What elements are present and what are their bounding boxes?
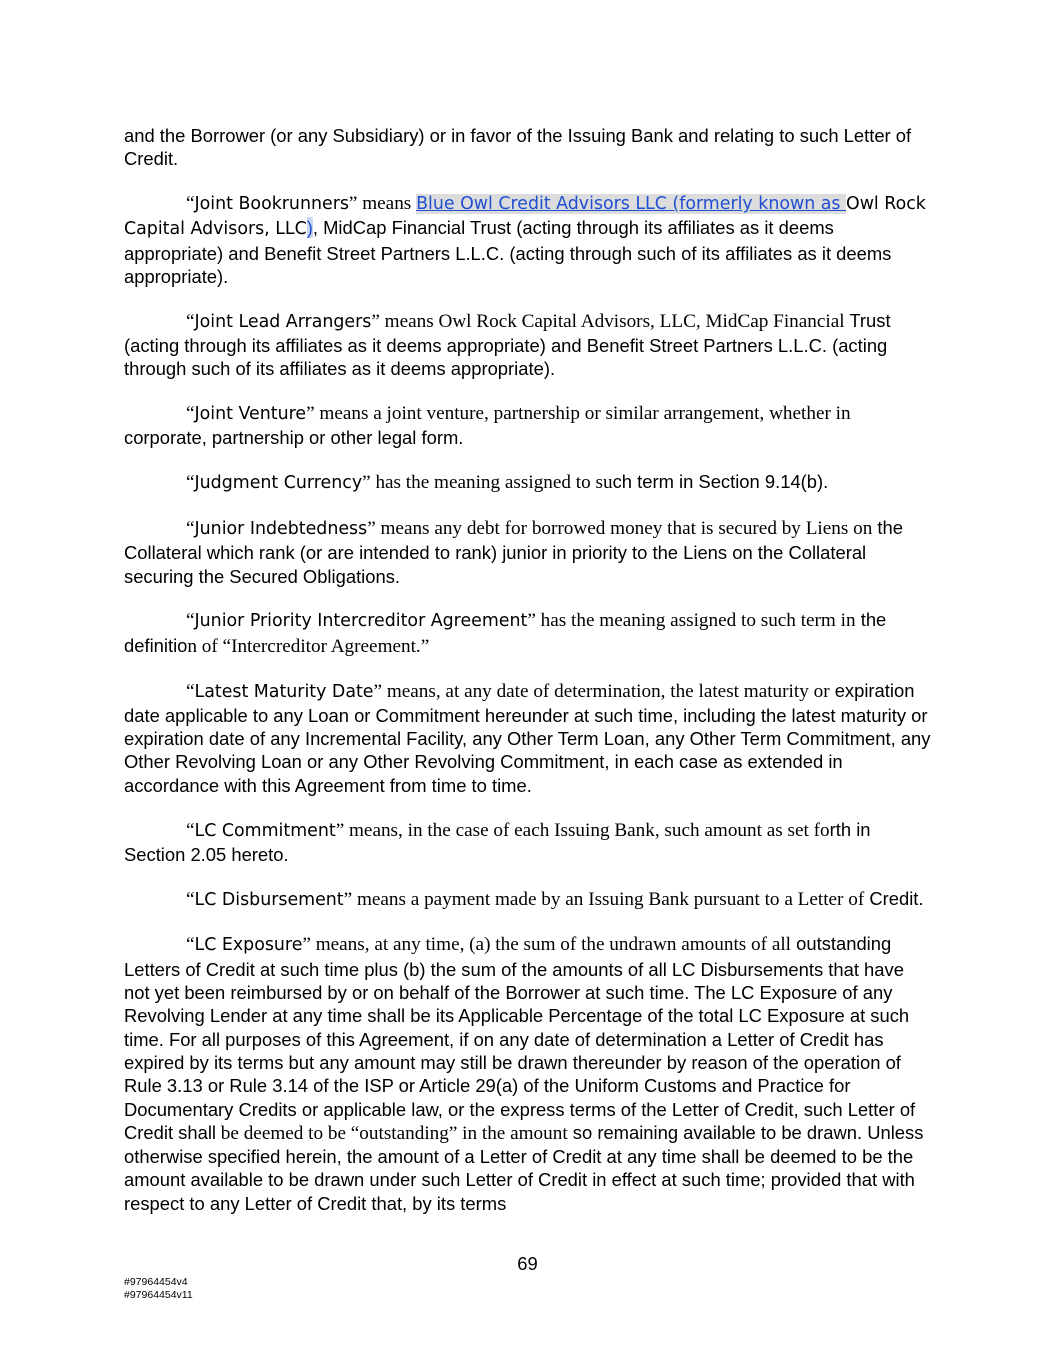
open-quote: “ bbox=[186, 518, 195, 540]
document-page bbox=[124, 124, 932, 1235]
open-quote: “ bbox=[186, 819, 195, 841]
paragraph-continuation: and the Borrower (or any Subsidiary) or in favor of the Issuing Bank and relating to such Letter of Credit. bbox=[124, 125, 912, 170]
definition-lc-commitment bbox=[124, 818, 932, 867]
definition-serif-text: ” means, at any date of determination, the latest maturity or bbox=[373, 680, 830, 702]
open-quote: “ bbox=[186, 472, 195, 494]
definition-joint-venture bbox=[124, 401, 932, 450]
definition-latest-maturity-date bbox=[124, 679, 932, 797]
open-quote: “ bbox=[186, 193, 195, 215]
defined-term: Joint Venture bbox=[194, 404, 307, 425]
definition-joint-bookrunners bbox=[124, 191, 932, 288]
open-quote: “ bbox=[186, 610, 195, 632]
page-number: 69 bbox=[517, 1253, 538, 1274]
definition-body: corporate, partnership or other legal form. bbox=[124, 427, 464, 449]
document-ids bbox=[124, 1276, 193, 1301]
defined-term: Judgment Currency bbox=[194, 473, 363, 494]
defined-term: Latest Maturity Date bbox=[194, 681, 374, 702]
doc-id-current: #97964454v4 bbox=[124, 1276, 188, 1288]
definition-body: rth in Section 2.05 hereto. bbox=[124, 818, 871, 865]
definition-body: ch term in Section 9.14(b). bbox=[612, 471, 829, 493]
defined-term: Joint Lead Arrangers bbox=[194, 311, 372, 332]
definition-serif-text: ” means any debt for borrowed money that is secured by Liens on bbox=[367, 518, 873, 540]
definition-junior-priority-intercreditor bbox=[124, 608, 932, 658]
definition-tail: so remaining available to be drawn. Unless otherwise specified herein, the amount of a Letter of Credit at any time shall be deemed to be the amount available to be drawn under such Letter of Credit in effect at such time; provided that with respect to any Letter of Credit that, by its terms bbox=[124, 1121, 924, 1214]
definition-body: outstanding Letters of Credit at such time plus (b) the sum of the amounts of all LC Disbursements that have not yet been reimbursed by or on behalf of the Borrower at such time. The LC Exposure of any Revolving Lender at any time shall be its Applicable Percentage of the total LC Exposure at such time. For all purposes of this Agreement, if on any date of determination a Letter of Credit has expired by its terms but any amount may still be drawn thereunder by reason of the operation of Rule 3.13 or Rule 3.14 of the ISP or Article 29(a) of the Uniform Customs and Practice for Documentary Credits or applicable law, or the express terms of the Letter of Credit, such Letter of Credit shall bbox=[124, 933, 916, 1143]
definition-joint-lead-arrangers bbox=[124, 309, 932, 381]
definition-lc-exposure bbox=[124, 932, 932, 1215]
tracked-change-link[interactable]: Blue Owl Credit Advisors LLC (formerly known as bbox=[416, 194, 846, 215]
definition-body: , MidCap Financial Trust (acting through its affiliates as it deems appropriate) and Benefit Street Partners L.L.C. (acting through such of its affiliates as it deems appropriate). bbox=[124, 217, 892, 287]
defined-term: LC Exposure bbox=[194, 935, 303, 956]
former-name-text: Owl Rock Capital Advisors, LLC bbox=[124, 194, 926, 240]
definition-body: the Collateral which rank (or are intended to rank) junior in priority to the Liens on the Collateral securing the Secured Obligations. bbox=[124, 517, 903, 587]
open-quote: “ bbox=[186, 934, 195, 956]
open-quote: “ bbox=[186, 310, 195, 332]
defined-term: LC Commitment bbox=[194, 820, 336, 841]
definition-body: the definitio bbox=[124, 609, 887, 656]
definition-serif-mid: be deemed to be “outstanding” in the amount bbox=[216, 1122, 568, 1144]
highlighted-bracket: ) bbox=[306, 217, 313, 239]
definition-junior-indebtedness bbox=[124, 516, 932, 588]
definition-judgment-currency bbox=[124, 470, 932, 495]
definition-serif-text: ” has the meaning assigned to such term in bbox=[527, 610, 856, 632]
defined-term: Junior Indebtedness bbox=[194, 519, 368, 540]
definition-serif-text: ” means, at any time, (a) the sum of the undrawn amounts of all bbox=[302, 934, 792, 956]
defined-term: LC Disbursement bbox=[194, 889, 344, 910]
definition-body: expiration date applicable to any Loan or Commitment hereunder at such time, including the latest maturity or expiration date of any Incremental Facility, any Other Term Loan, any Other Term Commitment, any Other Revolving Loan or any Other Revolving Commitment, in each case as extended in accordance with this Agreement from time to time. bbox=[124, 679, 931, 796]
definition-body: Credit. bbox=[864, 887, 924, 909]
doc-id-previous: #97964454v11 bbox=[124, 1288, 193, 1301]
means-text: ” means bbox=[348, 193, 417, 215]
definition-serif-text: ” means, in the case of each Issuing Bank, such amount as set fo bbox=[335, 819, 830, 841]
definition-serif-text: ” has the meaning assigned to su bbox=[362, 472, 613, 494]
definition-serif-tail: n of “Intercreditor Agreement.” bbox=[187, 635, 430, 657]
open-quote: “ bbox=[186, 403, 195, 425]
defined-term: Joint Bookrunners bbox=[194, 194, 349, 215]
definition-serif-text: ” means a payment made by an Issuing Bank pursuant to a Letter of bbox=[343, 888, 865, 910]
definition-serif-text: ” means a joint venture, partnership or similar arrangement, whether in bbox=[306, 403, 851, 425]
open-quote: “ bbox=[186, 888, 195, 910]
definition-body: Trust (acting through its affiliates as it deems appropriate) and Benefit Street Partners L.L.C. (acting through such of its affiliates as it deems appropriate). bbox=[124, 309, 891, 380]
open-quote: “ bbox=[186, 680, 195, 702]
definition-lc-disbursement bbox=[124, 887, 932, 912]
definition-serif-text: ” means Owl Rock Capital Advisors, LLC, MidCap Financial bbox=[371, 310, 845, 332]
defined-term: Junior Priority Intercreditor Agreement bbox=[194, 611, 528, 632]
